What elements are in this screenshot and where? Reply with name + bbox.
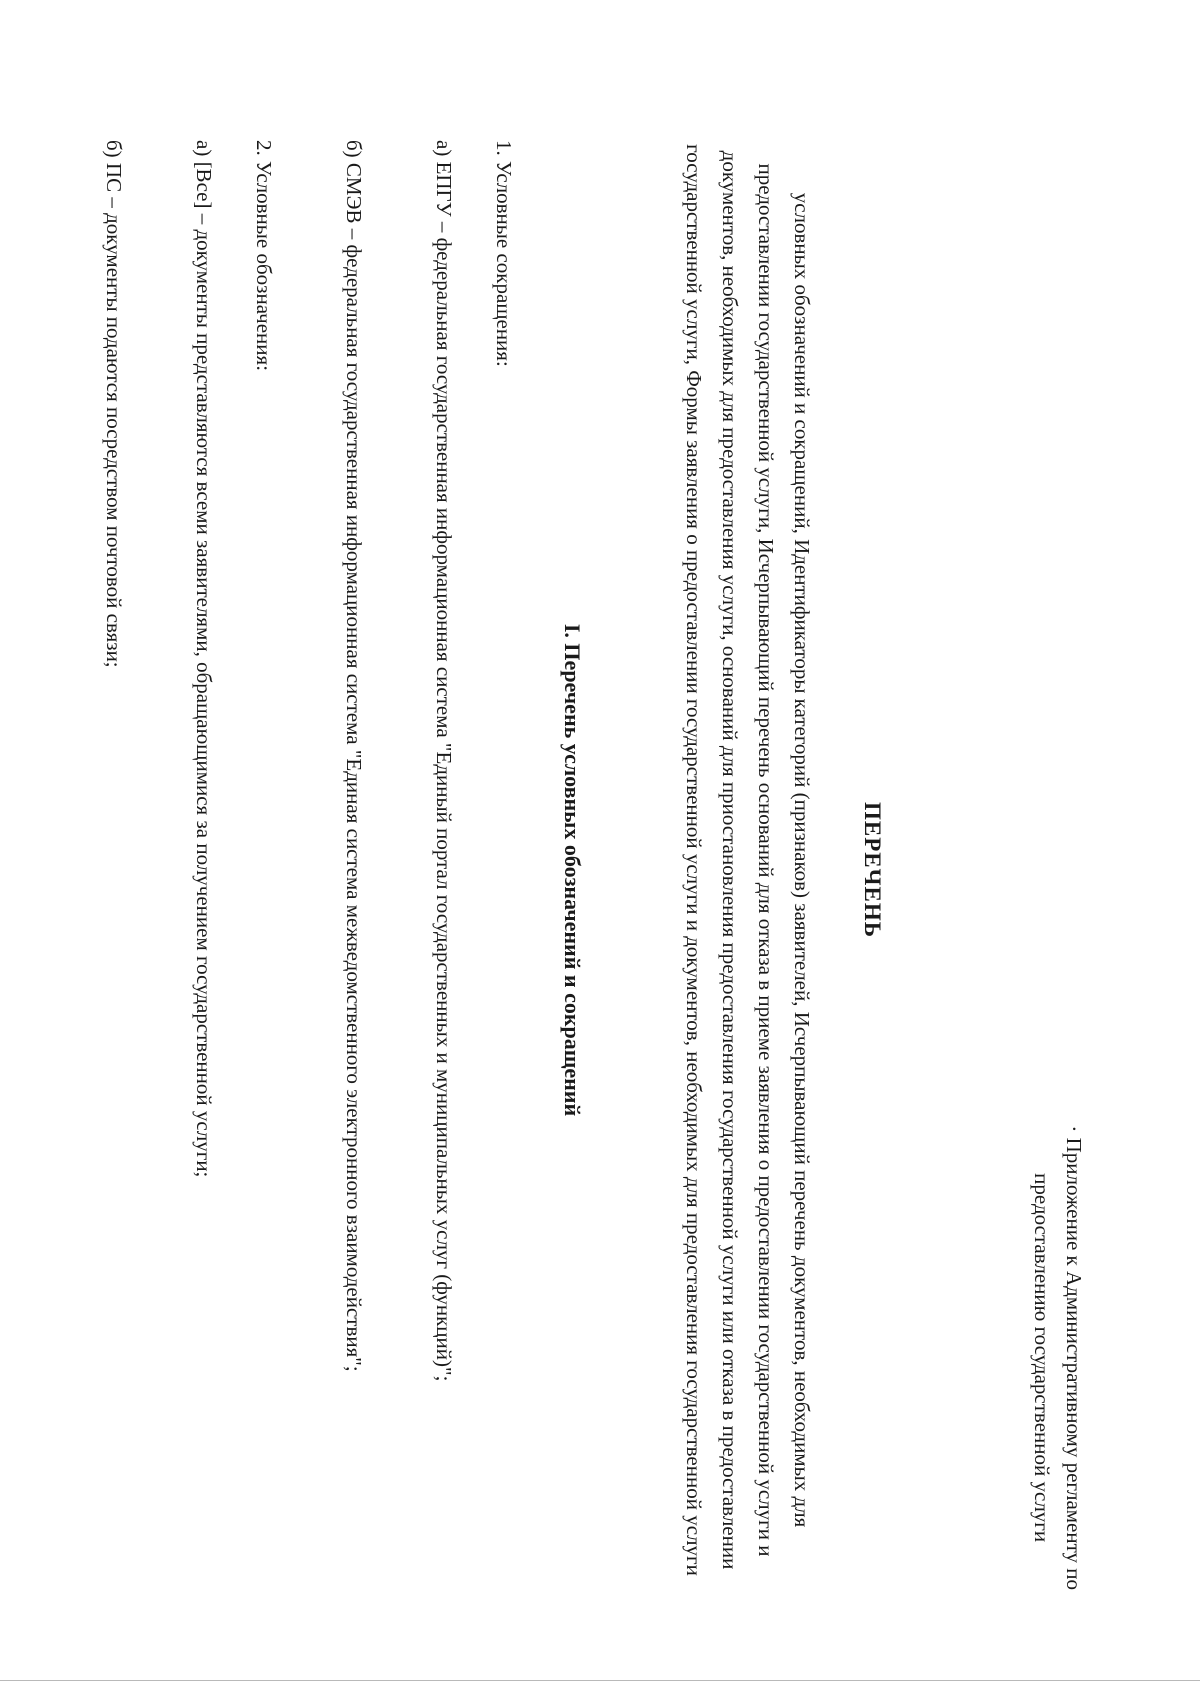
paragraph-designations-heading: 2. Условные обозначения: <box>252 140 276 372</box>
paragraph-abbreviations-heading: 1. Условные сокращения: <box>492 140 516 367</box>
scan-edge-line <box>0 1680 1200 1681</box>
paragraph-all-applicants: а) [Все] – документы представляются всеми заявителями, обращающимися за получением государственной услуги; <box>192 140 216 1178</box>
section-title: I. Перечень условных обозначений и сокращений <box>560 623 585 1117</box>
appendix-note <box>1026 1125 1090 1590</box>
paragraph-smev: б) СМЭВ – федеральная государственная информационная система "Единая система межведомственного электронного взаимодействия"; <box>342 140 366 1372</box>
appendix-line-1: · Приложение к Административному регламенту по <box>1062 1125 1086 1590</box>
appendix-line-2: предоставлению государственной услуги <box>1030 1173 1054 1543</box>
paragraph-postal: б) ПС – документы подаются посредством почтовой связи; <box>102 140 126 668</box>
document-subtitle: условных обозначений и сокращений, Идентификаторы категорий (признаков) заявителей, Исчерпывающий перечень документов, необходимых для предоставлении государственной услуги, Исчерпывающий перечень оснований для отказа в приеме заявления о предоставлении государственной услуги и документов, необходимых для предоставления услуги, оснований для приостановления предоставления государственной услуги или отказа в предоставлении государственной услуги, Формы заявления о предоставлении государственной услуги и документов, необходимых для предоставления государственной услуги <box>682 144 814 1576</box>
rotated-content <box>100 130 1100 1610</box>
paragraph-epgu: а) ЕПГУ – федеральная государственная информационная система "Единый портал государственных и муниципальных услуг (функций)"; <box>432 140 456 1382</box>
document-title: ПЕРЕЧЕНЬ <box>860 802 885 938</box>
